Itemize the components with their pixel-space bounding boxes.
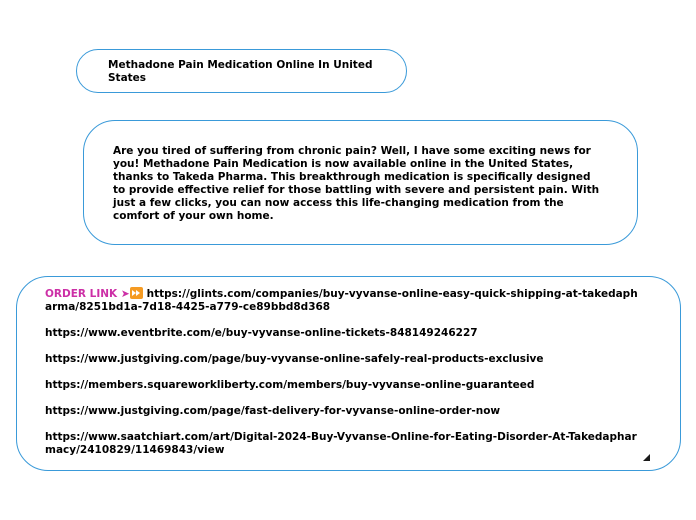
arrow-right-icon: ➤ — [120, 288, 130, 300]
description-node[interactable] — [83, 120, 638, 245]
link-item-6[interactable]: https://www.saatchiart.com/art/Digital-2024-Buy-Vyvanse-Online-for-Eating-Disorder-At-Takedapharmacy/2410829/11469843/view — [45, 431, 637, 456]
title-node[interactable] — [76, 49, 407, 93]
order-link-label: ORDER LINK — [45, 288, 118, 300]
link-item-3[interactable]: https://www.justgiving.com/page/buy-vyvanse-online-safely-real-products-exclusive — [45, 353, 544, 365]
link-item-1[interactable]: https://glints.com/companies/buy-vyvanse-online-easy-quick-shipping-at-takedapharma/8251bd1a-7d18-4425-a779-ce89bbd8d368 — [45, 288, 638, 313]
link-item-1-row — [45, 287, 640, 314]
fast-forward-icon — [130, 287, 143, 299]
resize-handle-icon[interactable] — [643, 454, 650, 461]
link-item-2[interactable]: https://www.eventbrite.com/e/buy-vyvanse-online-tickets-848149246227 — [45, 327, 478, 339]
title-node-text: Methadone Pain Medication Online In United States — [108, 59, 373, 84]
link-item-4[interactable]: https://members.squareworkliberty.com/members/buy-vyvanse-online-guaranteed — [45, 379, 535, 391]
links-node[interactable] — [16, 276, 681, 471]
description-node-text: Are you tired of suffering from chronic pain? Well, I have some exciting news for you! Methadone Pain Medication is now available online in the United States, thanks to Takeda Pharma. This breakthrough medication is specifically designed to provide effective relief for those battling with severe and persistent pain. With just a few clicks, you can now access this life-changing medication from the comfort of your own home. — [113, 145, 600, 222]
link-item-5[interactable]: https://www.justgiving.com/page/fast-delivery-for-vyvanse-online-order-now — [45, 405, 501, 417]
